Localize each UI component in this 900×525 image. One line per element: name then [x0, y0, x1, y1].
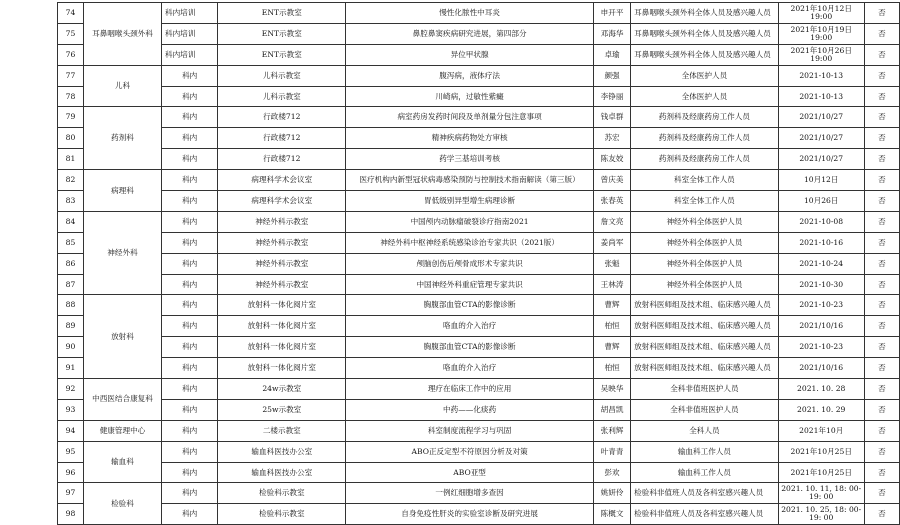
topic-cell: 鼻腔鼻窦疾病研究进展，第四部分	[346, 23, 594, 44]
row-number-cell: 79	[58, 107, 84, 128]
table-row	[58, 86, 900, 107]
table-row	[58, 3, 900, 24]
training-type-cell: 科内培训	[161, 23, 217, 44]
row-number-cell: 86	[58, 253, 84, 274]
audience-cell: 神经外科全体医护人员	[631, 253, 779, 274]
venue-cell: 神经外科示教室	[218, 253, 346, 274]
row-number-cell: 91	[58, 358, 84, 379]
table-row	[58, 191, 900, 212]
table-row	[58, 211, 900, 232]
audience-cell: 放射科医师组及技术组、临床感兴趣人员	[631, 316, 779, 337]
time-cell: 2021-10-30	[778, 274, 864, 295]
flag-cell: 否	[864, 191, 899, 212]
venue-cell: 儿科示教室	[218, 86, 346, 107]
row-number-cell: 83	[58, 191, 84, 212]
time-cell: 2021年10月25日	[778, 462, 864, 483]
table-row	[58, 128, 900, 149]
audience-cell: 神经外科全体医护人员	[631, 232, 779, 253]
venue-cell: 输血科医技办公室	[218, 441, 346, 462]
row-number-cell: 94	[58, 420, 84, 441]
venue-cell: 检验科示教室	[218, 504, 346, 525]
time-cell: 2021. 10. 28	[778, 379, 864, 400]
flag-cell: 否	[864, 232, 899, 253]
flag-cell: 否	[864, 107, 899, 128]
topic-cell: 中国颅内动脉瘤破裂诊疗指南2021	[346, 211, 594, 232]
topic-cell: ABO正反定型不符原因分析及对策	[346, 441, 594, 462]
speaker-cell: 胡昌凯	[594, 399, 631, 420]
table-row	[58, 274, 900, 295]
audience-cell: 药剂科及经康药房工作人员	[631, 128, 779, 149]
venue-cell: 病理科学术会议室	[218, 191, 346, 212]
flag-cell: 否	[864, 337, 899, 358]
flag-cell: 否	[864, 44, 899, 65]
row-number-cell: 96	[58, 462, 84, 483]
speaker-cell: 卓瑜	[594, 44, 631, 65]
training-type-cell: 科内	[161, 274, 217, 295]
training-type-cell: 科内	[161, 420, 217, 441]
department-cell: 中西医结合康复科	[84, 379, 162, 421]
topic-cell: ABO亚型	[346, 462, 594, 483]
time-cell: 2021. 10. 25, 18: 00-19: 00	[778, 504, 864, 525]
venue-cell: 神经外科示教室	[218, 274, 346, 295]
audience-cell: 检验科非值班人员及各科室感兴趣人员	[631, 504, 779, 525]
audience-cell: 放射科医师组及技术组、临床感兴趣人员	[631, 358, 779, 379]
topic-cell: 胸腹部血管CTA的影像诊断	[346, 337, 594, 358]
time-cell: 2021/10/27	[778, 107, 864, 128]
speaker-cell: 申开平	[594, 3, 631, 24]
training-type-cell: 科内	[161, 504, 217, 525]
training-type-cell: 科内	[161, 191, 217, 212]
audience-cell: 检验科非值班人员及各科室感兴趣人员	[631, 483, 779, 504]
row-number-cell: 88	[58, 295, 84, 316]
row-number-cell: 76	[58, 44, 84, 65]
speaker-cell: 陈概文	[594, 504, 631, 525]
speaker-cell: 吴映华	[594, 379, 631, 400]
table-row	[58, 44, 900, 65]
table-row	[58, 462, 900, 483]
training-type-cell: 科内	[161, 170, 217, 191]
audience-cell: 全体医护人员	[631, 86, 779, 107]
audience-cell: 药剂科及经康药房工作人员	[631, 107, 779, 128]
time-cell: 2021/10/16	[778, 358, 864, 379]
time-cell: 2021. 10. 11, 18: 00-19: 00	[778, 483, 864, 504]
flag-cell: 否	[864, 504, 899, 525]
table-row	[58, 23, 900, 44]
topic-cell: 颅脑创伤后颅骨成形术专家共识	[346, 253, 594, 274]
table-row	[58, 65, 900, 86]
topic-cell: 慢性化脓性中耳炎	[346, 3, 594, 24]
training-type-cell: 科内	[161, 337, 217, 358]
audience-cell: 药剂科及经康药房工作人员	[631, 149, 779, 170]
audience-cell: 耳鼻咽喉头颈外科全体人员及感兴趣人员	[631, 44, 779, 65]
department-cell: 健康管理中心	[84, 420, 162, 441]
row-number-cell: 90	[58, 337, 84, 358]
time-cell: 2021-10-13	[778, 65, 864, 86]
venue-cell: 行政楼712	[218, 107, 346, 128]
venue-cell: 儿科示教室	[218, 65, 346, 86]
speaker-cell: 姜尚军	[594, 232, 631, 253]
speaker-cell: 钱卓群	[594, 107, 631, 128]
flag-cell: 否	[864, 253, 899, 274]
venue-cell: 二楼示教室	[218, 420, 346, 441]
speaker-cell: 曹辉	[594, 295, 631, 316]
time-cell: 2021-10-24	[778, 253, 864, 274]
table-row	[58, 107, 900, 128]
venue-cell: ENT示教室	[218, 23, 346, 44]
row-number-cell: 75	[58, 23, 84, 44]
time-cell: 2021/10/16	[778, 316, 864, 337]
time-cell: 10月26日	[778, 191, 864, 212]
time-cell: 10月12日	[778, 170, 864, 191]
training-type-cell: 科内	[161, 441, 217, 462]
time-cell: 2021年10月25日	[778, 441, 864, 462]
table-row	[58, 149, 900, 170]
flag-cell: 否	[864, 441, 899, 462]
venue-cell: 输血科医技办公室	[218, 462, 346, 483]
time-cell: 2021-10-23	[778, 295, 864, 316]
topic-cell: 胃低级别异型增生病理诊断	[346, 191, 594, 212]
department-cell: 药剂科	[84, 107, 162, 170]
flag-cell: 否	[864, 379, 899, 400]
speaker-cell: 李铮丽	[594, 86, 631, 107]
topic-cell: 药学三基培训考核	[346, 149, 594, 170]
speaker-cell: 张利辉	[594, 420, 631, 441]
row-number-cell: 81	[58, 149, 84, 170]
speaker-cell: 颜强	[594, 65, 631, 86]
department-cell: 神经外科	[84, 211, 162, 295]
speaker-cell: 柏恒	[594, 316, 631, 337]
topic-cell: 神经外科中枢神经系统感染诊治专家共识（2021版）	[346, 232, 594, 253]
venue-cell: 24w示教室	[218, 379, 346, 400]
audience-cell: 耳鼻咽喉头颈外科全体人员及感兴趣人员	[631, 23, 779, 44]
audience-cell: 输血科工作人员	[631, 441, 779, 462]
time-cell: 2021. 10. 29	[778, 399, 864, 420]
row-number-cell: 84	[58, 211, 84, 232]
training-type-cell: 科内	[161, 86, 217, 107]
speaker-cell: 詹文亮	[594, 211, 631, 232]
department-cell: 放射科	[84, 295, 162, 379]
row-number-cell: 97	[58, 483, 84, 504]
speaker-cell: 曹辉	[594, 337, 631, 358]
time-cell: 2021-10-13	[778, 86, 864, 107]
speaker-cell: 曾庆美	[594, 170, 631, 191]
flag-cell: 否	[864, 211, 899, 232]
audience-cell: 神经外科全体医护人员	[631, 274, 779, 295]
training-type-cell: 科内	[161, 232, 217, 253]
row-number-cell: 78	[58, 86, 84, 107]
venue-cell: 行政楼712	[218, 128, 346, 149]
flag-cell: 否	[864, 316, 899, 337]
venue-cell: 放射科一体化阅片室	[218, 337, 346, 358]
row-number-cell: 89	[58, 316, 84, 337]
row-number-cell: 95	[58, 441, 84, 462]
time-cell: 2021/10/27	[778, 149, 864, 170]
speaker-cell: 张魁	[594, 253, 631, 274]
training-type-cell: 科内	[161, 128, 217, 149]
department-cell: 病理科	[84, 170, 162, 212]
speaker-cell: 张春英	[594, 191, 631, 212]
table-row	[58, 441, 900, 462]
venue-cell: 放射科一体化阅片室	[218, 358, 346, 379]
table-row	[58, 170, 900, 191]
training-type-cell: 科内	[161, 65, 217, 86]
table-row	[58, 232, 900, 253]
topic-cell: 川崎病，过敏性紫癜	[346, 86, 594, 107]
audience-cell: 科室全体工作人员	[631, 170, 779, 191]
training-type-cell: 科内培训	[161, 44, 217, 65]
audience-cell: 耳鼻咽喉头颈外科全体人员及感兴趣人员	[631, 3, 779, 24]
training-type-cell: 科内	[161, 399, 217, 420]
venue-cell: 病理科学术会议室	[218, 170, 346, 191]
time-cell: 2021年10月	[778, 420, 864, 441]
venue-cell: 行政楼712	[218, 149, 346, 170]
training-type-cell: 科内	[161, 295, 217, 316]
table-row	[58, 420, 900, 441]
flag-cell: 否	[864, 399, 899, 420]
time-cell: 2021-10-16	[778, 232, 864, 253]
speaker-cell: 邓海华	[594, 23, 631, 44]
training-type-cell: 科内	[161, 316, 217, 337]
flag-cell: 否	[864, 274, 899, 295]
row-number-cell: 77	[58, 65, 84, 86]
audience-cell: 全体医护人员	[631, 65, 779, 86]
audience-cell: 放射科医师组及技术组、临床感兴趣人员	[631, 295, 779, 316]
flag-cell: 否	[864, 3, 899, 24]
topic-cell: 一例红细胞增多查因	[346, 483, 594, 504]
topic-cell: 中国神经外科重症管理专家共识	[346, 274, 594, 295]
row-number-cell: 80	[58, 128, 84, 149]
table-row	[58, 316, 900, 337]
table-row	[58, 358, 900, 379]
topic-cell: 胸腹部血管CTA的影像诊断	[346, 295, 594, 316]
speaker-cell: 彭欢	[594, 462, 631, 483]
row-number-cell: 98	[58, 504, 84, 525]
flag-cell: 否	[864, 358, 899, 379]
time-cell: 2021年10月12日 19:00	[778, 3, 864, 24]
time-cell: 2021/10/27	[778, 128, 864, 149]
training-schedule-table	[57, 2, 900, 525]
flag-cell: 否	[864, 86, 899, 107]
topic-cell: 医疗机构内新型冠状病毒感染预防与控制技术指南解读（第三版）	[346, 170, 594, 191]
speaker-cell: 姚妍伶	[594, 483, 631, 504]
training-type-cell: 科内	[161, 483, 217, 504]
speaker-cell: 王林涛	[594, 274, 631, 295]
time-cell: 2021-10-08	[778, 211, 864, 232]
time-cell: 2021年10月26日 19:00	[778, 44, 864, 65]
audience-cell: 放射科医师组及技术组、临床感兴趣人员	[631, 337, 779, 358]
topic-cell: 理疗在临床工作中的应用	[346, 379, 594, 400]
topic-cell: 咯血的介入治疗	[346, 358, 594, 379]
row-number-cell: 87	[58, 274, 84, 295]
department-cell: 儿科	[84, 65, 162, 107]
table-row	[58, 337, 900, 358]
audience-cell: 全科非值班医护人员	[631, 379, 779, 400]
audience-cell: 输血科工作人员	[631, 462, 779, 483]
training-type-cell: 科内	[161, 358, 217, 379]
flag-cell: 否	[864, 462, 899, 483]
venue-cell: 放射科一体化阅片室	[218, 295, 346, 316]
time-cell: 2021年10月19日 19:00	[778, 23, 864, 44]
table-row	[58, 253, 900, 274]
department-cell: 检验科	[84, 483, 162, 525]
flag-cell: 否	[864, 170, 899, 191]
venue-cell: 检验科示教室	[218, 483, 346, 504]
flag-cell: 否	[864, 420, 899, 441]
row-number-cell: 93	[58, 399, 84, 420]
row-number-cell: 85	[58, 232, 84, 253]
row-number-cell: 92	[58, 379, 84, 400]
table-row	[58, 399, 900, 420]
venue-cell: 神经外科示教室	[218, 232, 346, 253]
venue-cell: ENT示教室	[218, 44, 346, 65]
topic-cell: 异位甲状腺	[346, 44, 594, 65]
venue-cell: 放射科一体化阅片室	[218, 316, 346, 337]
row-number-cell: 74	[58, 3, 84, 24]
topic-cell: 精神疾病药物处方审核	[346, 128, 594, 149]
row-number-cell: 82	[58, 170, 84, 191]
topic-cell: 病室药房发药时间段及单剂量分包注意事项	[346, 107, 594, 128]
table-row	[58, 379, 900, 400]
department-cell: 耳鼻咽喉头颈外科	[84, 3, 162, 66]
topic-cell: 咯血的介入治疗	[346, 316, 594, 337]
venue-cell: 神经外科示教室	[218, 211, 346, 232]
training-type-cell: 科内	[161, 107, 217, 128]
speaker-cell: 陈友姣	[594, 149, 631, 170]
table-row	[58, 483, 900, 504]
training-type-cell: 科内	[161, 149, 217, 170]
flag-cell: 否	[864, 483, 899, 504]
department-cell: 输血科	[84, 441, 162, 483]
training-type-cell: 科内	[161, 211, 217, 232]
flag-cell: 否	[864, 23, 899, 44]
venue-cell: ENT示教室	[218, 3, 346, 24]
flag-cell: 否	[864, 149, 899, 170]
topic-cell: 腹泻病，液体疗法	[346, 65, 594, 86]
training-type-cell: 科内	[161, 462, 217, 483]
table-row	[58, 295, 900, 316]
speaker-cell: 苏宏	[594, 128, 631, 149]
audience-cell: 神经外科全体医护人员	[631, 211, 779, 232]
venue-cell: 25w示教室	[218, 399, 346, 420]
topic-cell: 自身免疫性肝炎的实验室诊断及研究进展	[346, 504, 594, 525]
audience-cell: 科室全体工作人员	[631, 191, 779, 212]
flag-cell: 否	[864, 65, 899, 86]
flag-cell: 否	[864, 128, 899, 149]
audience-cell: 全科非值班医护人员	[631, 399, 779, 420]
training-type-cell: 科内培训	[161, 3, 217, 24]
time-cell: 2021-10-23	[778, 337, 864, 358]
training-type-cell: 科内	[161, 379, 217, 400]
speaker-cell: 叶青青	[594, 441, 631, 462]
training-type-cell: 科内	[161, 253, 217, 274]
topic-cell: 中药——化痰药	[346, 399, 594, 420]
speaker-cell: 柏恒	[594, 358, 631, 379]
topic-cell: 科室制度流程学习与巩固	[346, 420, 594, 441]
audience-cell: 全科人员	[631, 420, 779, 441]
flag-cell: 否	[864, 295, 899, 316]
